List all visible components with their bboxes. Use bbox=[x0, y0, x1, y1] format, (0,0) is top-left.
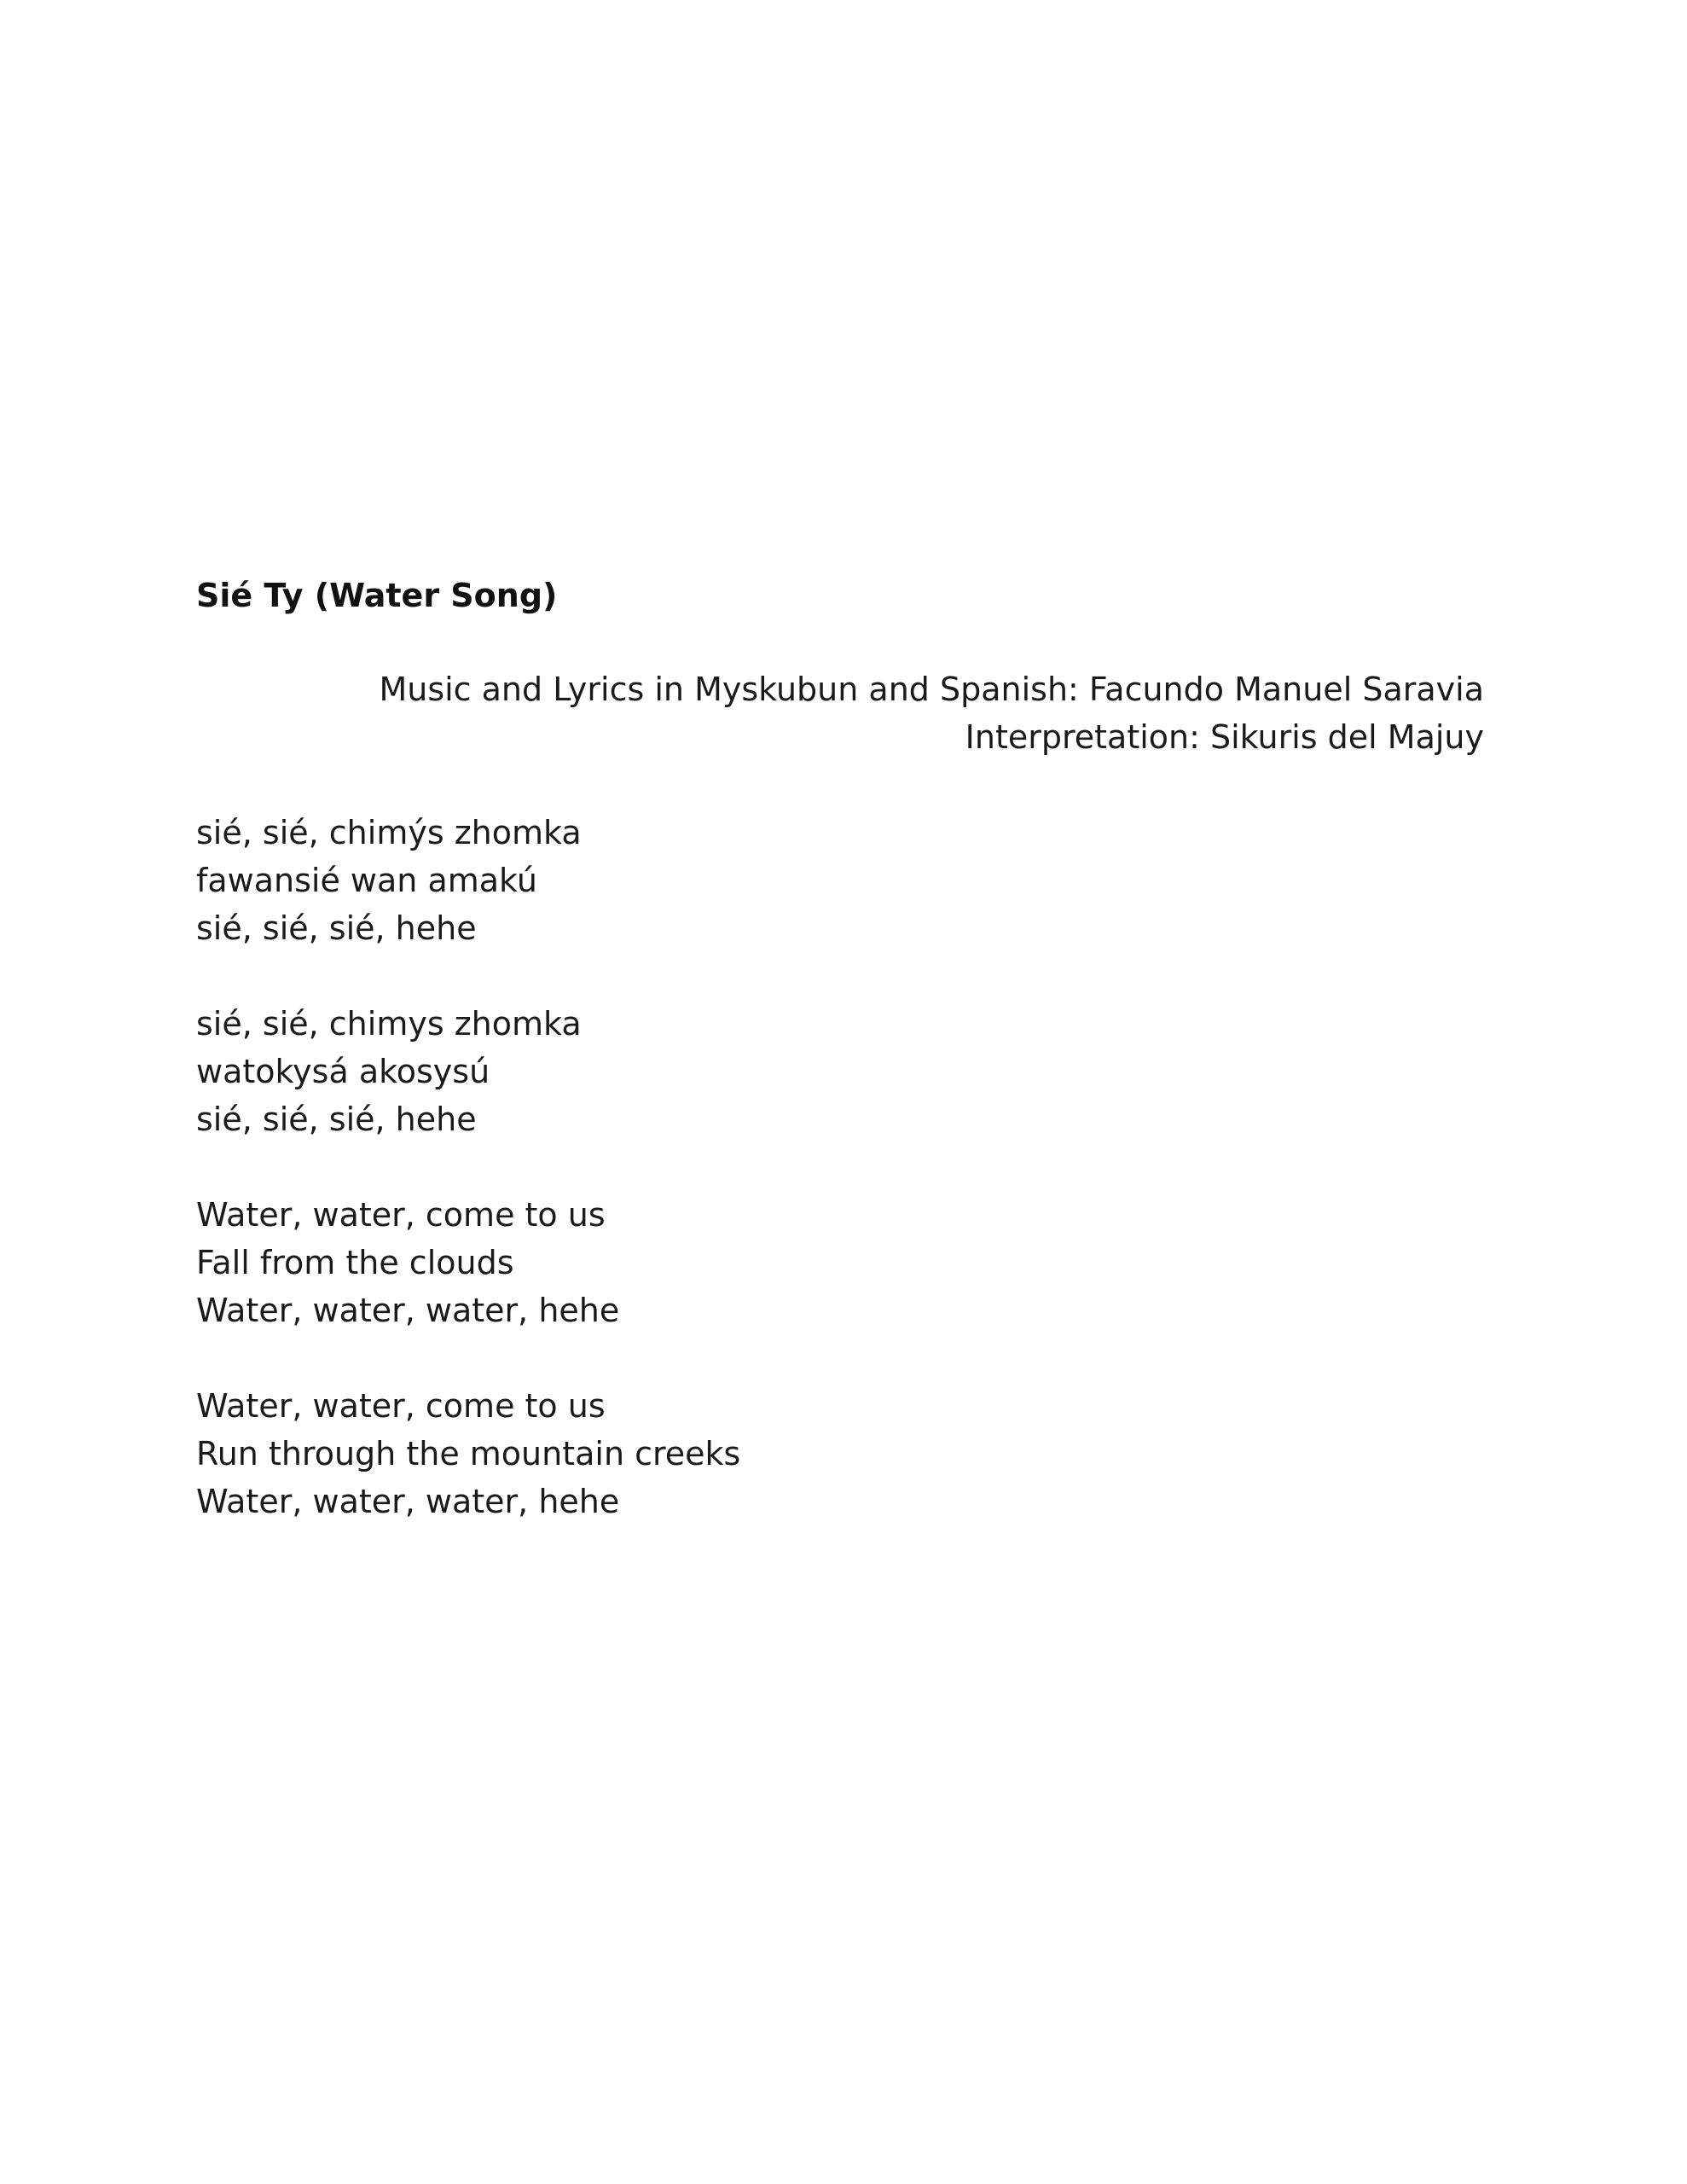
lyric-line: Water, water, water, hehe bbox=[196, 1483, 620, 1520]
lyric-line: sié, sié, chimys zhomka bbox=[196, 1005, 582, 1043]
stanza-3 bbox=[196, 1191, 1484, 1334]
lyrics bbox=[196, 809, 1484, 1525]
lyric-line: Water, water, come to us bbox=[196, 1387, 606, 1425]
lyric-line: Water, water, come to us bbox=[196, 1196, 606, 1234]
stanza-2 bbox=[196, 1000, 1484, 1143]
credit-interpretation: Interpretation: Sikuris del Majuy bbox=[965, 718, 1484, 756]
credits-block bbox=[196, 665, 1484, 761]
song-title: Sié Ty (Water Song) bbox=[196, 577, 558, 614]
credit-music-lyrics: Music and Lyrics in Myskubun and Spanish: Facundo Manuel Saravia bbox=[379, 671, 1484, 708]
song-content bbox=[196, 572, 1484, 1573]
lyric-line: Fall from the clouds bbox=[196, 1244, 514, 1281]
lyric-line: sié, sié, chimýs zhomka bbox=[196, 814, 582, 851]
lyric-line: Run through the mountain creeks bbox=[196, 1435, 741, 1472]
lyric-line: Water, water, water, hehe bbox=[196, 1292, 620, 1329]
lyric-line: sié, sié, sié, hehe bbox=[196, 909, 477, 947]
stanza-4 bbox=[196, 1382, 1484, 1525]
lyric-line: watokysá akosysú bbox=[196, 1053, 490, 1090]
stanza-1 bbox=[196, 809, 1484, 952]
lyric-line: fawansié wan amakú bbox=[196, 862, 537, 899]
lyric-line: sié, sié, sié, hehe bbox=[196, 1101, 477, 1138]
